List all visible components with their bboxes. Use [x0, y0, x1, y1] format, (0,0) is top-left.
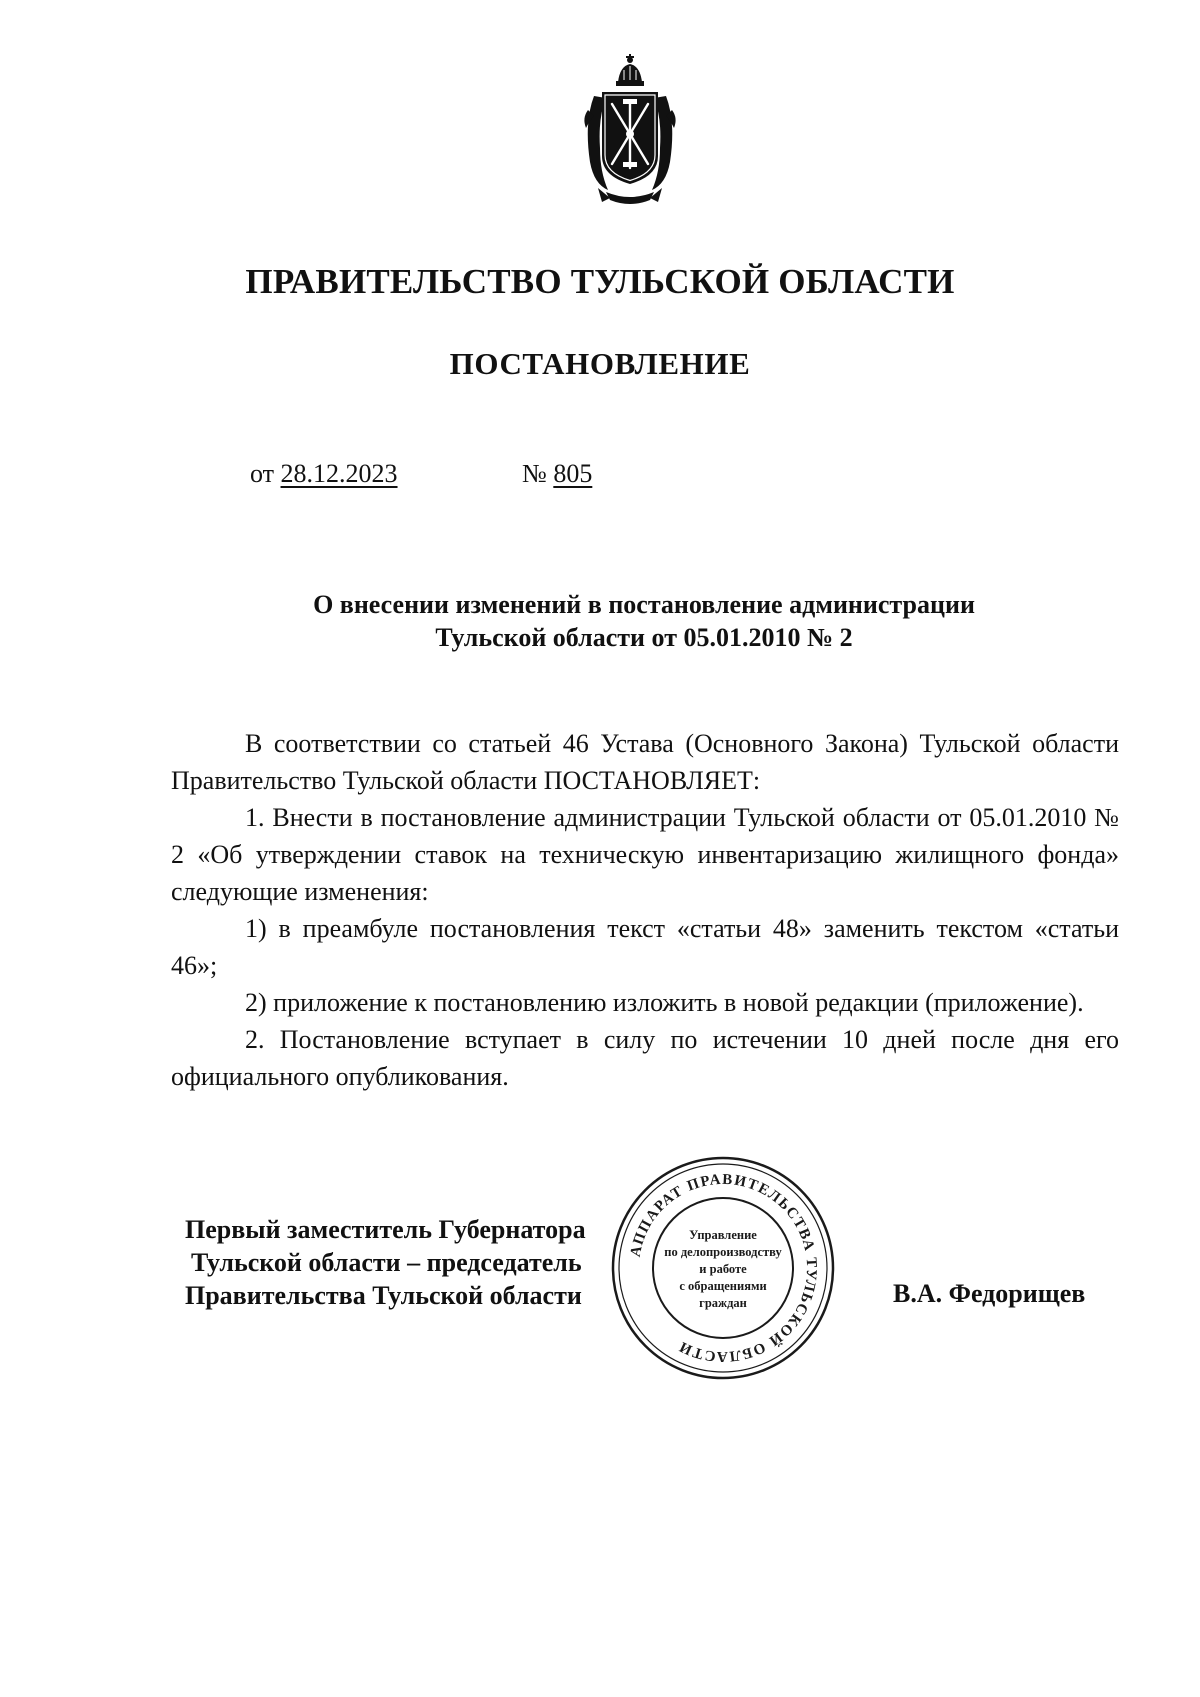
- body-paragraph: 1) в преамбуле постановления текст «статьи 48» заменить текстом «статьи 46»;: [171, 914, 1119, 980]
- stamp-inner-line: с обращениями: [679, 1279, 767, 1293]
- date-prefix: от: [250, 459, 275, 488]
- body-paragraph: 2. Постановление вступает в силу по истечении 10 дней после дня его официального опубликования.: [171, 1025, 1119, 1091]
- position-line-3: Правительства Тульской области: [185, 1281, 582, 1310]
- subject-line-2: Тульской области от 05.01.2010 № 2: [435, 623, 853, 652]
- stamp-outer-text: АППАРАТ ПРАВИТЕЛЬСТВА ТУЛЬСКОЙ ОБЛАСТИ: [627, 1171, 820, 1365]
- stamp-inner-line: и работе: [699, 1262, 747, 1276]
- official-stamp: [610, 1155, 836, 1381]
- signatory-position: [185, 1213, 586, 1312]
- coat-of-arms-icon: [580, 52, 680, 212]
- stamp-inner-line: Управление: [689, 1228, 757, 1242]
- body-paragraph: 1. Внести в постановление администрации Тульской области от 05.01.2010 № 2 «Об утверждении ставок на техническую инвентаризацию жилищного фонда» следующие изменения:: [171, 803, 1119, 906]
- document-type-heading: ПОСТАНОВЛЕНИЕ: [449, 346, 751, 381]
- organization-title: ПРАВИТЕЛЬСТВО ТУЛЬСКОЙ ОБЛАСТИ: [245, 262, 955, 301]
- number-prefix: №: [522, 459, 547, 488]
- document-body: [171, 725, 1119, 1095]
- stamp-inner-line: по делопроизводству: [664, 1245, 782, 1259]
- body-paragraph: В соответствии со статьей 46 Устава (Основного Закона) Тульской области Правительство Тульской области ПОСТАНОВЛЯЕТ:: [171, 729, 1119, 795]
- document-subject: [0, 588, 1200, 654]
- signatory-name: В.А. Федорищев: [893, 1279, 1086, 1308]
- position-line-1: Первый заместитель Губернатора: [185, 1215, 586, 1244]
- document-date: 28.12.2023: [280, 459, 398, 488]
- stamp-inner-line: граждан: [699, 1296, 747, 1310]
- document-number-block: [522, 459, 592, 489]
- subject-line-1: О внесении изменений в постановление администрации: [313, 590, 975, 619]
- body-paragraph: 2) приложение к постановлению изложить в новой редакции (приложение).: [245, 988, 1084, 1017]
- document-meta-line: [250, 459, 593, 489]
- position-line-2: Тульской области – председатель: [191, 1248, 582, 1277]
- document-number: 805: [553, 459, 593, 488]
